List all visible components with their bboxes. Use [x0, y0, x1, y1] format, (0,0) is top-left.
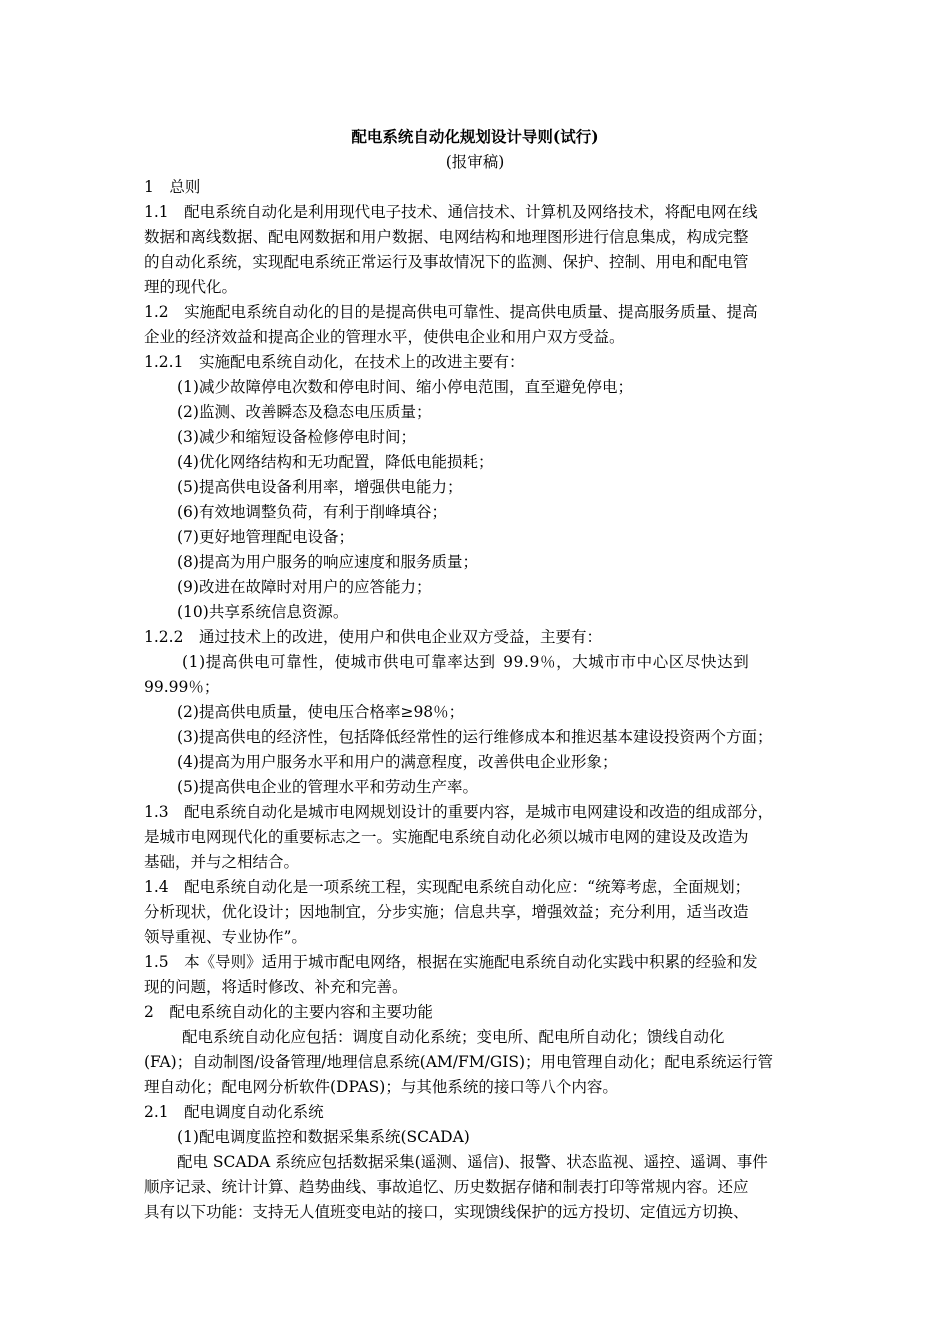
paragraph-line: 现的问题，将适时修改、补充和完善。: [144, 978, 408, 996]
list-item: (9)改进在故障时对用户的应答能力；: [177, 578, 432, 596]
paragraph-line: 理的现代化。: [144, 278, 238, 296]
paragraph-line: 分析现状，优化设计；因地制宜，分步实施；信息共享，增强效益；充分利用，适当改造: [144, 903, 749, 921]
paragraph-line: 1.4 配电系统自动化是一项系统工程，实现配电系统自动化应：“统筹考虑，全面规划；: [144, 878, 751, 896]
list-item: (2)提高供电质量，使电压合格率≥98％；: [177, 703, 465, 721]
list-item: (1)配电调度监控和数据采集系统(SCADA): [177, 1128, 470, 1146]
section-heading: 2 配电系统自动化的主要内容和主要功能: [144, 1003, 433, 1021]
list-item: (4)提高为用户服务水平和用户的满意程度，改善供电企业形象；: [177, 753, 618, 771]
list-item: (10)共享系统信息资源。: [177, 603, 349, 621]
list-item: (1)减少故障停电次数和停电时间、缩小停电范围，直至避免停电；: [177, 378, 633, 396]
list-item: (4)优化网络结构和无功配置，降低电能损耗；: [177, 453, 494, 471]
paragraph-line: 1.3 配电系统自动化是城市电网规划设计的重要内容，是城市电网建设和改造的组成部分，: [144, 803, 774, 821]
paragraph-line: 1.2 实施配电系统自动化的目的是提高供电可靠性、提高供电质量、提高服务质量、提高: [144, 303, 758, 321]
paragraph-line: 1.5 本《导则》适用于城市配电网络，根据在实施配电系统自动化实践中积累的经验和发: [144, 953, 758, 971]
paragraph-line: 是城市电网现代化的重要标志之一。实施配电系统自动化必须以城市电网的建设及改造为: [144, 828, 749, 846]
paragraph-line: 配电 SCADA 系统应包括数据采集(遥测、遥信)、报警、状态监视、遥控、遥调、事件: [177, 1153, 768, 1171]
list-item: (3)提高供电的经济性，包括降低经常性的运行维修成本和推迟基本建设投资两个方面；: [177, 728, 773, 746]
list-item: 99.99％；: [144, 678, 220, 696]
paragraph-line: 的自动化系统，实现配电系统正常运行及事故情况下的监测、保护、控制、用电和配电管: [144, 253, 749, 271]
list-item: (7)更好地管理配电设备；: [177, 528, 354, 546]
paragraph-line: (FA)；自动制图/设备管理/地理信息系统(AM/FM/GIS)；用电管理自动化；配电系统运行管: [144, 1053, 773, 1071]
list-item: (1)提高供电可靠性，使城市供电可靠率达到 99.9％，大城市市中心区尽快达到: [182, 653, 750, 671]
list-item: (2)监测、改善瞬态及稳态电压质量；: [177, 403, 432, 421]
paragraph-line: 1.2.2 通过技术上的改进，使用户和供电企业双方受益，主要有：: [144, 628, 602, 646]
paragraph-line: 企业的经济效益和提高企业的管理水平，使供电企业和用户双方受益。: [144, 328, 625, 346]
paragraph-line: 配电系统自动化应包括：调度自动化系统；变电所、配电所自动化；馈线自动化: [182, 1028, 725, 1046]
document-title: 配电系统自动化规划设计导则(试行): [351, 127, 599, 146]
paragraph-line: 领导重视、专业协作”。: [144, 928, 307, 946]
document-subtitle: (报审稿): [445, 153, 505, 171]
list-item: (8)提高为用户服务的响应速度和服务质量；: [177, 553, 478, 571]
list-item: (6)有效地调整负荷，有利于削峰填谷；: [177, 503, 447, 521]
list-item: (5)提高供电设备利用率，增强供电能力；: [177, 478, 463, 496]
paragraph-line: 数据和离线数据、配电网数据和用户数据、电网结构和地理图形进行信息集成，构成完整: [144, 228, 749, 246]
paragraph-line: 具有以下功能：支持无人值班变电站的接口，实现馈线保护的远方投切、定值远方切换、: [144, 1203, 749, 1221]
paragraph-line: 1.1 配电系统自动化是利用现代电子技术、通信技术、计算机及网络技术，将配电网在线: [144, 203, 758, 221]
list-item: (3)减少和缩短设备检修停电时间；: [177, 428, 416, 446]
paragraph-line: 理自动化；配电网分析软件(DPAS)；与其他系统的接口等八个内容。: [144, 1078, 618, 1096]
list-item: (5)提高供电企业的管理水平和劳动生产率。: [177, 778, 478, 796]
section-heading: 1 总则: [144, 178, 201, 196]
paragraph-line: 1.2.1 实施配电系统自动化，在技术上的改进主要有：: [144, 353, 525, 371]
paragraph-line: 基础，并与之相结合。: [144, 853, 300, 871]
paragraph-line: 顺序记录、统计计算、趋势曲线、事故追忆、历史数据存储和制表打印等常规内容。还应: [144, 1178, 749, 1196]
subsection-heading: 2.1 配电调度自动化系统: [144, 1103, 324, 1121]
